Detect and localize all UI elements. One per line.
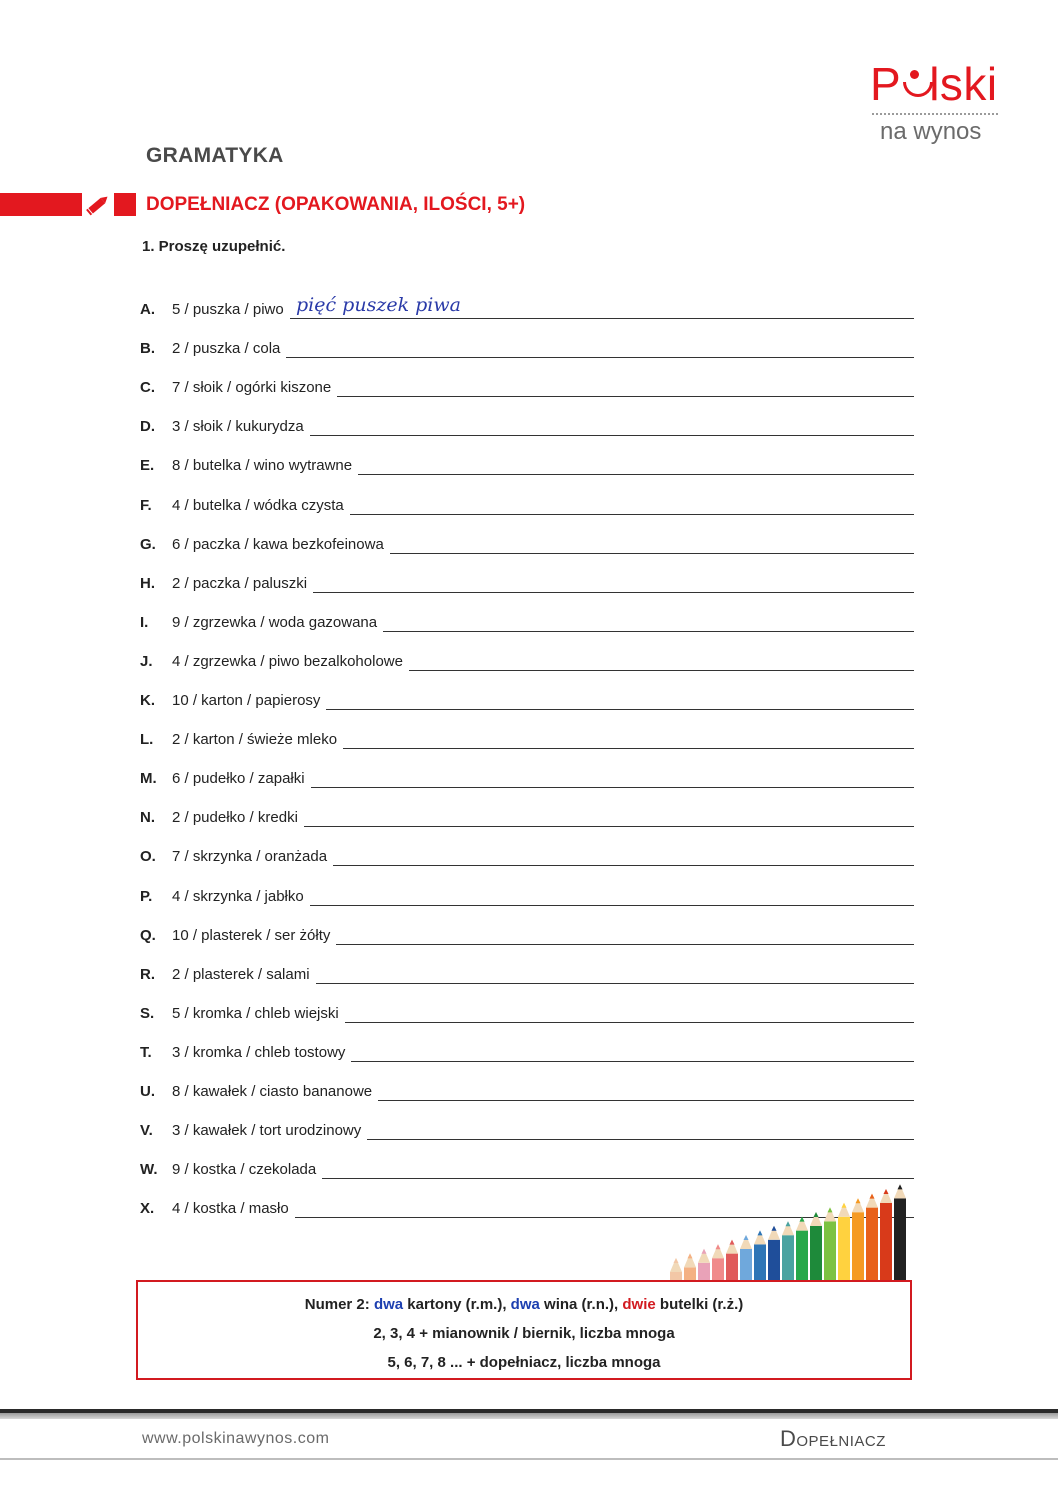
exercise-row [140,960,914,984]
exercise-letter: F. [140,496,152,514]
rule-five-plus: 5, 6, 7, 8 ... + dopełniacz, liczba mnoga [387,1354,661,1371]
answer-line[interactable] [350,514,914,515]
exercise-row [140,1116,914,1140]
exercise-prompt: 10 / karton / papierosy [172,692,321,709]
exercise-prompt: 4 / skrzynka / jabłko [172,887,304,905]
exercise-prompt: 6 / pudełko / zapałki [172,770,305,788]
colored-pencil [754,1230,766,1284]
exercise-prompt: 6 / paczka / kawa bezkofeinowa [172,535,384,553]
answer-line[interactable] [409,670,914,671]
logo-wordmark: P lski [870,58,998,110]
exercise-prompt: 8 / kawałek / ciasto bananowe [172,1083,373,1100]
colored-pencil [824,1207,836,1284]
exercise-letter: X. [140,1200,155,1218]
exercise-letter: I. [140,613,149,631]
grammar-rule-box [136,1280,912,1380]
answer-line[interactable] [390,553,914,554]
pencil-icon [84,190,112,218]
exercise-row [140,569,914,593]
exercise-letter: B. [140,340,155,358]
exercise-row [140,882,914,906]
section-title: GRAMATYKA [146,144,284,167]
exercise-letter: E. [140,457,155,475]
colored-pencil [768,1226,780,1284]
colored-pencil [880,1189,892,1284]
exercise-row [140,412,914,436]
exercise-row [140,999,914,1023]
exercise-letter: M. [140,770,157,788]
answer-line[interactable] [351,1061,914,1062]
exercise-letter: A. [140,301,155,318]
exercise-prompt: 2 / paczka / paluszki [172,574,308,592]
colored-pencil [782,1221,794,1284]
exercise-prompt: 2 / puszka / cola [172,340,281,358]
exercise-prompt: 2 / karton / świeże mleko [172,731,338,749]
title-accent-square [114,193,136,216]
answer-line[interactable] [313,592,914,593]
logo-smile-icon [901,64,929,100]
answer-line[interactable] [383,631,914,632]
exercise-row [140,334,914,358]
exercise-prompt: 4 / butelka / wódka czysta [172,496,344,514]
exercise-row [140,608,914,632]
answer-line[interactable] [358,474,914,475]
exercise-prompt: 3 / słoik / kukurydza [172,418,304,436]
logo-divider [872,113,998,115]
footer-topic-label: Dopełniacz [780,1426,886,1451]
colored-pencil [894,1184,906,1284]
colored-pencil [712,1244,724,1284]
logo-tagline: na wynos [880,118,982,145]
exercise-letter: G. [140,535,156,553]
title-accent-bar [0,193,82,216]
exercise-row [140,1155,914,1179]
colored-pencil [838,1203,850,1284]
answer-line[interactable] [286,357,914,358]
colored-pencil [866,1194,878,1284]
answer-line[interactable] [310,435,914,436]
exercise-letter: N. [140,809,155,827]
exercise-row [140,725,914,749]
exercise-letter: T. [140,1043,152,1061]
answer-line[interactable] [316,983,914,984]
exercise-row [140,295,914,319]
exercise-prompt: 2 / pudełko / kredki [172,809,298,827]
exercise-letter: J. [140,652,153,670]
answer-line[interactable] [333,865,914,866]
exercise-letter: O. [140,848,156,866]
exercise-prompt: 3 / kawałek / tort urodzinowy [172,1122,362,1140]
exercise-row [140,647,914,671]
exercise-row [140,373,914,397]
exercise-letter: S. [140,1004,155,1022]
answer-line[interactable] [310,905,914,906]
answer-line[interactable] [290,318,914,319]
exercise-letter: W. [140,1161,158,1179]
exercise-topic-title: DOPEŁNIACZ (OPAKOWANIA, ILOŚCI, 5+) [146,194,526,215]
exercise-row [140,803,914,827]
handwritten-answer: pięć puszek piwa [296,294,461,316]
answer-line[interactable] [326,709,914,710]
colored-pencils-illustration [664,1180,916,1284]
colored-pencil [810,1212,822,1284]
answer-line[interactable] [367,1139,914,1140]
exercise-row [140,451,914,475]
exercise-row [140,842,914,866]
brand-logo [862,58,1002,148]
exercise-prompt: 10 / plasterek / ser żółty [172,926,331,944]
exercise-prompt: 3 / kromka / chleb tostowy [172,1043,346,1061]
answer-line[interactable] [378,1100,914,1101]
exercise-letter: U. [140,1083,155,1100]
exercise-prompt: 4 / kostka / masło [172,1200,289,1218]
exercise-letter: R. [140,965,155,983]
colored-pencil [852,1198,864,1284]
rule-number-two: Numer 2: dwa kartony (r.m.), dwa wina (r.n.), dwie butelki (r.ż.) [304,1296,744,1313]
exercise-row [140,686,914,710]
exercise-prompt: 7 / skrzynka / oranżada [172,848,328,866]
answer-line[interactable] [336,944,914,945]
rule-two-to-four: 2, 3, 4 + mianownik / biernik, liczba mnoga [373,1325,675,1342]
exercise-prompt: 8 / butelka / wino wytrawne [172,457,353,475]
exercise-prompt: 4 / zgrzewka / piwo bezalkoholowe [172,652,403,670]
footer-divider [0,1409,1058,1419]
footer-bottom-line [0,1458,1058,1460]
exercise-letter: L. [140,731,154,749]
colored-pencil [796,1217,808,1284]
exercise-prompt: 5 / puszka / piwo [172,301,284,318]
exercise-row [140,921,914,945]
exercise-row [140,764,914,788]
exercise-letter: V. [140,1122,153,1140]
colored-pencil [726,1240,738,1284]
exercise-prompt: 5 / kromka / chleb wiejski [172,1004,339,1022]
exercise-letter: Q. [140,926,156,944]
exercise-row [140,530,914,554]
exercise-prompt: 9 / kostka / czekolada [172,1161,317,1179]
exercise-prompt: 9 / zgrzewka / woda gazowana [172,613,378,631]
answer-line[interactable] [337,396,914,397]
exercise-row [140,491,914,515]
exercise-letter: C. [140,379,155,397]
answer-line[interactable] [304,826,914,827]
colored-pencil [740,1235,752,1284]
exercise-prompt: 7 / słoik / ogórki kiszone [172,379,332,397]
answer-line[interactable] [345,1022,914,1023]
answer-line[interactable] [311,787,914,788]
answer-line[interactable] [343,748,914,749]
exercise-prompt: 2 / plasterek / salami [172,965,310,983]
footer-website-link[interactable]: www.polskinawynos.com [142,1430,330,1447]
exercise-letter: D. [140,418,155,436]
exercise-row [140,1077,914,1101]
colored-pencil [698,1249,710,1284]
exercise-row [140,1038,914,1062]
exercise-letter: H. [140,574,155,592]
exercise-letter: K. [140,692,155,709]
exercise-instruction: 1. Proszę uzupełnić. [142,238,286,255]
exercise-letter: P. [140,887,153,905]
